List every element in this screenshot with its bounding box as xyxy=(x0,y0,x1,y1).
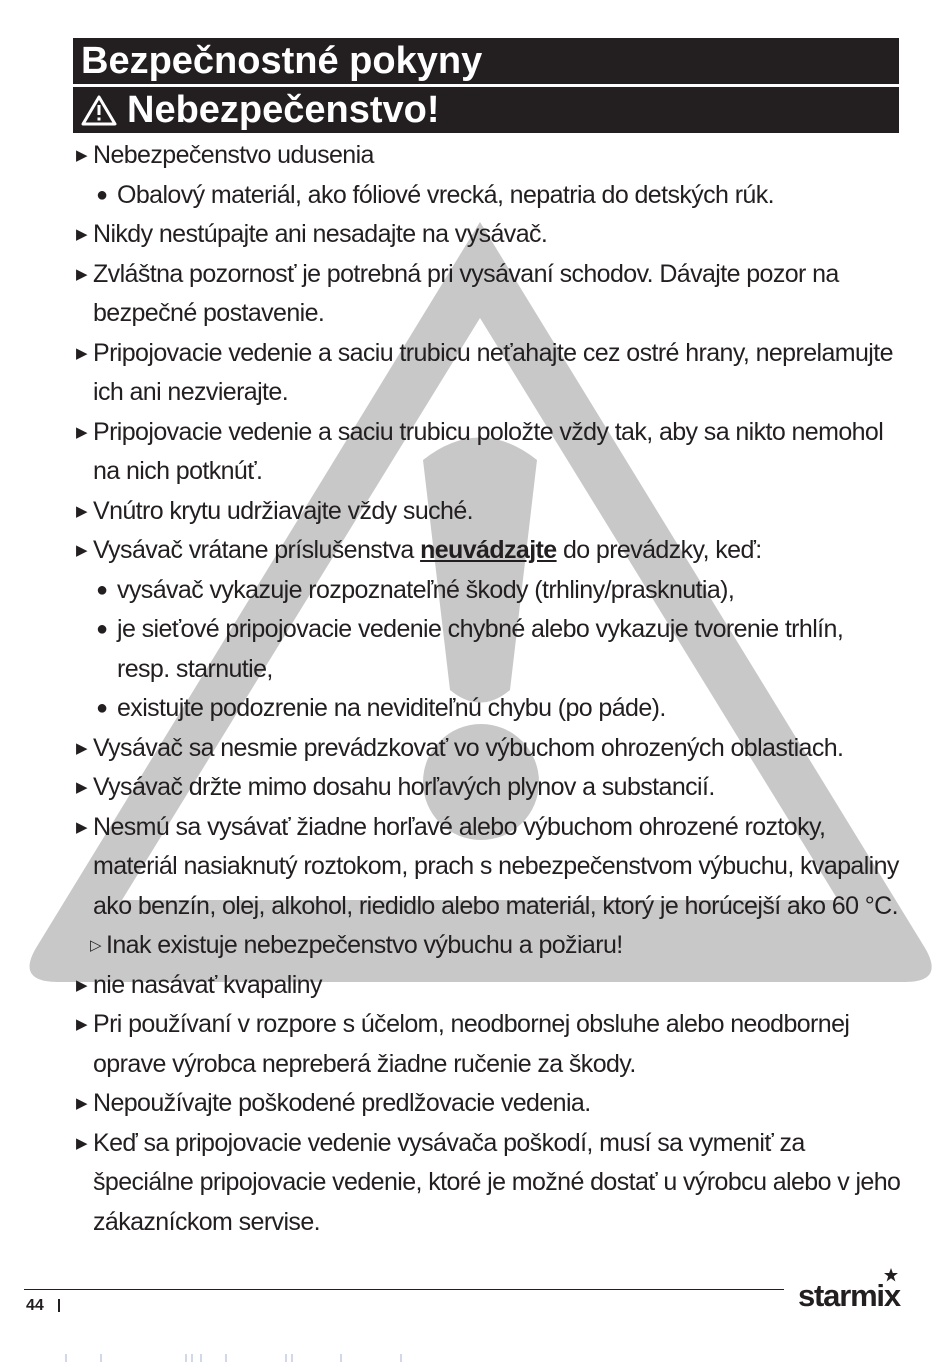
arrow-icon: ▶ xyxy=(76,976,87,994)
item-text: Vysávač sa nesmie prevádzkovať vo výbuchom ohrozených oblastiach. xyxy=(93,733,844,762)
bullet-item xyxy=(76,176,902,216)
arrow-icon: ▶ xyxy=(76,739,87,757)
item-text: existujte podozrenie na neviditeľnú chybu (po páde). xyxy=(117,694,666,722)
item-text: Nesmú sa vysávať žiadne horľavé alebo výbuchom ohrozené roztoky, materiál nasiaknutý roztokom, prach s nebezpečenstvom výbuchu, kvapaliny ako benzín, olej, alkohol, riedidlo alebo materiál, ktorý je horúcejší ako 60 °C. xyxy=(93,812,899,920)
item-text: Nikdy nestúpajte ani nesadajte na vysávač. xyxy=(93,220,548,248)
safety-instructions-list xyxy=(76,136,902,1242)
item-text: Vnútro krytu udržiavajte vždy suché. xyxy=(93,496,473,525)
instruction-item xyxy=(76,966,902,1006)
item-text: Nebezpečenstvo udusenia xyxy=(93,141,374,169)
instruction-item xyxy=(76,1124,902,1243)
starmix-logo: starmix xyxy=(798,1278,900,1313)
instruction-item xyxy=(76,334,902,413)
item-text: vysávač vykazuje rozpoznateľné škody (trhliny/prasknutia), xyxy=(117,575,735,604)
arrow-icon: ▶ xyxy=(76,265,87,283)
logo-star-icon xyxy=(884,1268,898,1282)
section-title xyxy=(73,38,899,84)
item-text: Vysávač držte mimo dosahu horľavých plynov a substancií. xyxy=(93,773,715,801)
arrow-icon: ▶ xyxy=(76,1016,87,1033)
hint-arrow-icon: ▷ xyxy=(90,937,101,954)
instruction-item xyxy=(76,413,902,492)
item-text: Zvláštna pozornosť je potrebná pri vysávaní schodov. Dávajte pozor na bezpečné postavenie. xyxy=(93,259,839,327)
bullet-icon: ● xyxy=(96,578,108,601)
instruction-item xyxy=(76,492,902,532)
arrow-icon: ▶ xyxy=(76,344,87,362)
item-text: Pripojovacie vedenie a saciu trubicu neťahajte cez ostré hrany, neprelamujte ich ani nezvierajte. xyxy=(93,338,893,406)
arrow-icon: ▶ xyxy=(76,542,87,559)
bullet-item xyxy=(76,571,902,611)
bullet-icon: ● xyxy=(96,618,108,640)
page-number: 44 xyxy=(26,1297,44,1314)
arrow-icon: ▶ xyxy=(76,502,87,520)
item-text: do prevádzky, keď: xyxy=(556,536,762,564)
item-text: Vysávač vrátane príslušenstva xyxy=(93,536,421,564)
item-text: Obalový materiál, ako fóliové vrecká, nepatria do detských rúk. xyxy=(117,180,774,209)
footer-divider xyxy=(24,1289,784,1290)
instruction-item xyxy=(76,255,902,334)
note-item xyxy=(76,926,902,966)
item-text: je sieťové pripojovacie vedenie chybné alebo vykazuje tvorenie trhlín, resp. starnutie, xyxy=(117,615,844,683)
instruction-item xyxy=(76,729,902,769)
arrow-icon: ▶ xyxy=(76,818,87,836)
scan-marks xyxy=(60,1352,460,1362)
arrow-icon: ▶ xyxy=(76,779,87,796)
bullet-item xyxy=(76,689,902,729)
arrow-icon: ▶ xyxy=(76,226,87,243)
item-text: Nepoužívajte poškodené predlžovacie vedenia. xyxy=(93,1089,591,1117)
item-text: Inak existuje nebezpečenstvo výbuchu a požiaru! xyxy=(106,931,623,959)
instruction-item xyxy=(76,531,902,571)
page-number-separator xyxy=(58,1299,60,1312)
warning-heading xyxy=(73,87,899,133)
bullet-icon: ● xyxy=(96,697,108,719)
item-text: Keď sa pripojovacie vedenie vysávača poškodí, musí sa vymeniť za špeciálne pripojovacie vedenie, ktoré je možné dostať u výrobcu alebo v jeho zákazníckom servise. xyxy=(93,1128,901,1236)
instruction-item xyxy=(76,1005,902,1084)
instruction-item xyxy=(76,215,902,255)
instruction-item xyxy=(76,1084,902,1124)
instruction-item xyxy=(76,768,902,808)
warning-heading-text: Nebezpečenstvo! xyxy=(127,89,440,131)
section-title-text: Bezpečnostné pokyny xyxy=(81,40,483,82)
arrow-icon: ▶ xyxy=(76,1095,87,1112)
arrow-icon: ▶ xyxy=(76,147,87,164)
bullet-item xyxy=(76,610,902,689)
arrow-icon: ▶ xyxy=(76,1134,87,1152)
instruction-item xyxy=(76,808,902,927)
bullet-icon: ● xyxy=(96,183,108,206)
warning-icon xyxy=(81,94,117,126)
emphasized-text: neuvádzajte xyxy=(420,536,557,564)
item-text: nie nasávať kvapaliny xyxy=(93,970,322,999)
arrow-icon: ▶ xyxy=(76,423,87,441)
item-text: Pri používaní v rozpore s účelom, neodbornej obsluhe alebo neodbornej oprave výrobca nepreberá žiadne ručenie za škody. xyxy=(93,1010,850,1078)
item-text: Pripojovacie vedenie a saciu trubicu položte vždy tak, aby sa nikto nemohol na nich potknúť. xyxy=(93,417,884,485)
instruction-item xyxy=(76,136,902,176)
